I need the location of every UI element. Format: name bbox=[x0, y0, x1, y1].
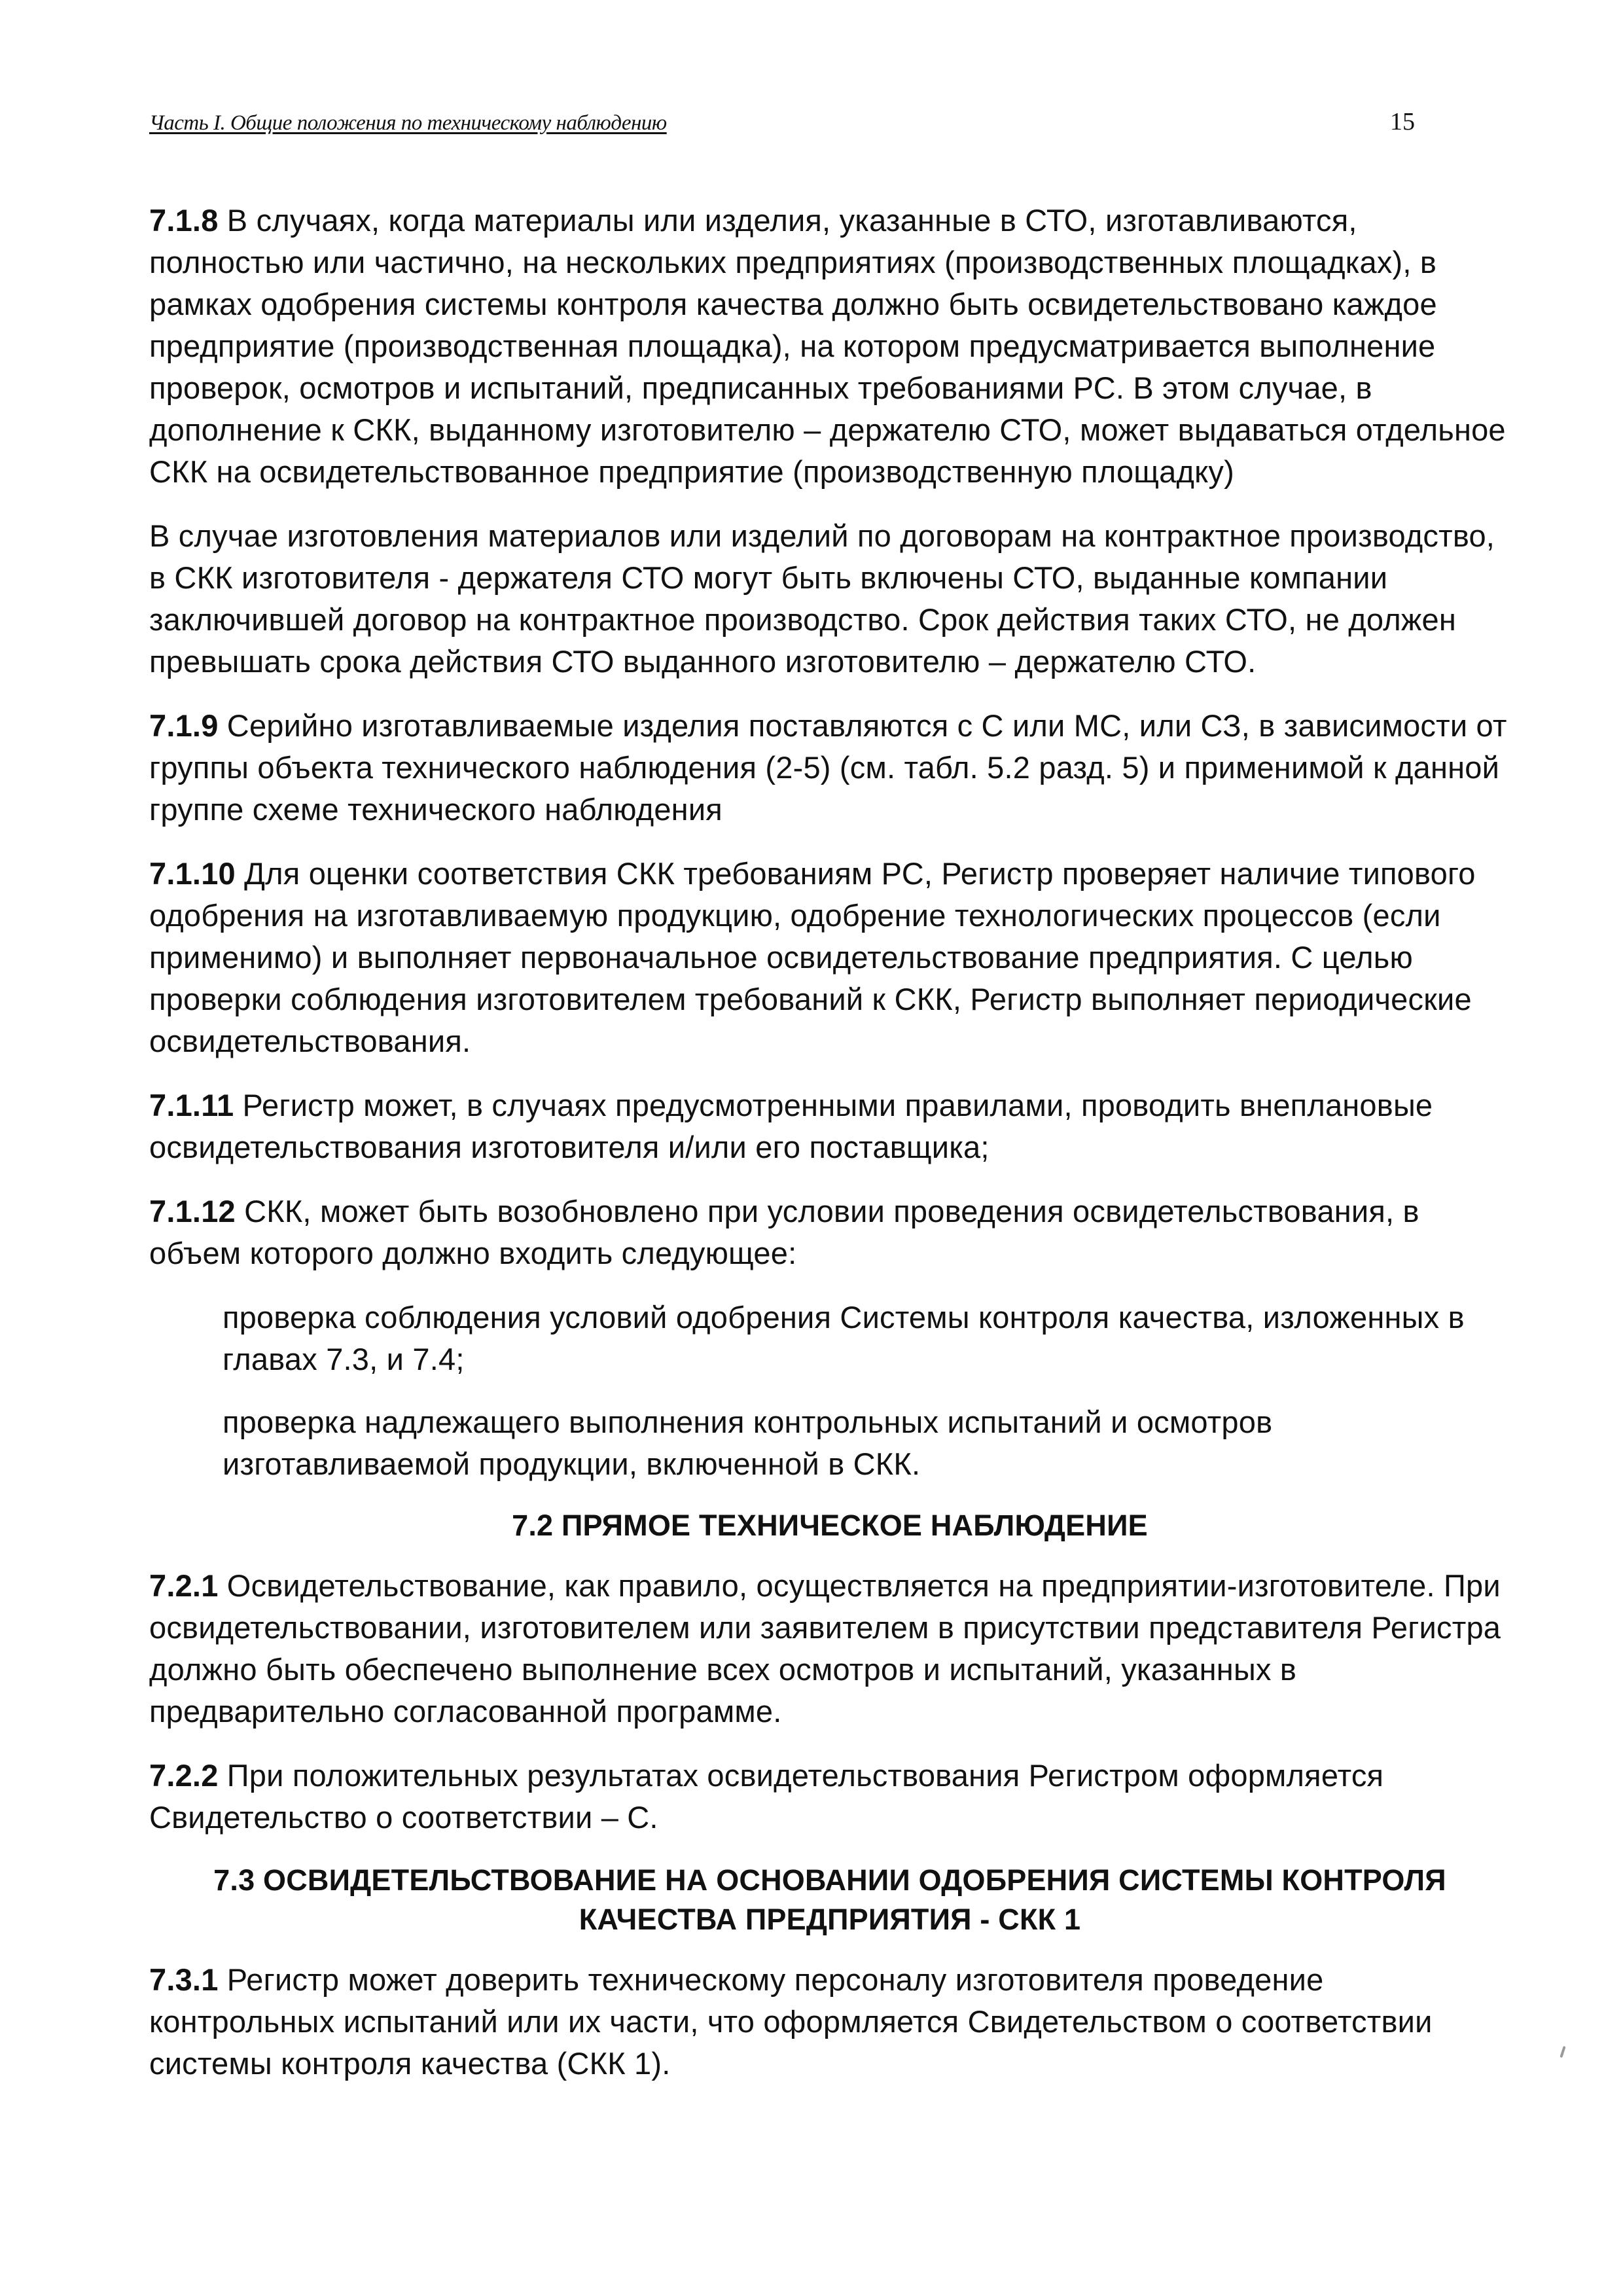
paragraph-7-1-12 bbox=[149, 1191, 1510, 1274]
running-title: Часть I. Общие положения по техническому наблюдению bbox=[149, 111, 667, 135]
paragraph-7-1-11 bbox=[149, 1085, 1510, 1168]
section-heading-7-3 bbox=[149, 1861, 1510, 1939]
clause-number: 7.3.1 bbox=[149, 1962, 219, 1997]
clause-text: Регистр может доверить техническому персоналу изготовителя проведение контрольных испытаний или их части, что оформляется Свидетельством о соответствии системы контроля качества (СКК 1). bbox=[149, 1962, 1433, 2081]
section-heading-7-2: 7.2 ПРЯМОЕ ТЕХНИЧЕСКОЕ НАБЛЮДЕНИЕ bbox=[512, 1509, 1148, 1542]
clause-text: Для оценки соответствия СКК требованиям РС, Регистр проверяет наличие типового одобрения на изготавливаемую продукцию, одобрение технологических процессов (если применимо) и выполняет первоначальное освидетельствование предприятия. С целью проверки соблюдения изготовителем требований к СКК, Регистр выполняет периодические освидетельствования. bbox=[149, 856, 1476, 1058]
list-item: проверка надлежащего выполнения контрольных испытаний и осмотров изготавливаемой продукции, включенной в СКК. bbox=[223, 1405, 1273, 1481]
clause-text: Серийно изготавливаемые изделия поставляются с С или МС, или СЗ, в зависимости от группы объекта технического наблюдения (2-5) (см. табл. 5.2 разд. 5) и применимой к данной группе схеме технического наблюдения bbox=[149, 708, 1507, 827]
clause-number: 7.1.11 bbox=[149, 1088, 234, 1122]
paragraph-7-3-1 bbox=[149, 1959, 1510, 2085]
page-number: 15 bbox=[1390, 108, 1415, 135]
paragraph-7-1-8 bbox=[149, 200, 1510, 493]
clause-number: 7.2.1 bbox=[149, 1568, 219, 1603]
clause-number: 7.2.2 bbox=[149, 1758, 219, 1793]
paragraph-7-1-8-continued: В случае изготовления материалов или изделий по договорам на контрактное производство, в СКК изготовителя - держателя СТО могут быть включены СТО, выданные компании заключившей договор на контрактное производство. Срок действия таких СТО, не должен превышать срока действия СТО выданного изготовителю – держателю СТО. bbox=[149, 518, 1495, 679]
paragraph-7-2-2 bbox=[149, 1755, 1510, 1839]
list-item: проверка соблюдения условий одобрения Системы контроля качества, изложенных в главах 7.3, и 7.4; bbox=[223, 1300, 1465, 1376]
clause-text: Освидетельствование, как правило, осуществляется на предприятии-изготовителе. При освидетельствовании, изготовителем или заявителем в присутствии представителя Регистра должно быть обеспечено выполнение всех осмотров и испытаний, указанных в предварительно согласованной программе. bbox=[149, 1568, 1501, 1729]
running-header bbox=[149, 103, 1471, 143]
clause-number: 7.1.9 bbox=[149, 708, 219, 743]
clause-number: 7.1.10 bbox=[149, 856, 236, 891]
clause-text: СКК, может быть возобновлено при условии проведения освидетельствования, в объем которого должно входить следующее: bbox=[149, 1194, 1419, 1270]
clause-text: В случаях, когда материалы или изделия, указанные в СТО, изготавливаются, полностью или частично, на нескольких предприятиях (производственных площадках), в рамках одобрения системы контроля качества должно быть освидетельствовано каждое предприятие (производственная площадка), на котором предусматривается выполнение проверок, осмотров и испытаний, предписанных требованиями РС. В этом случае, в дополнение к СКК, выданному изготовителю – держателю СТО, может выдаваться отдельное СКК на освидетельствованное предприятие (производственную площадку) bbox=[149, 203, 1506, 489]
section-heading-line: КАЧЕСТВА ПРЕДПРИЯТИЯ - СКК 1 bbox=[579, 1903, 1081, 1936]
clause-number: 7.1.8 bbox=[149, 203, 219, 238]
clause-number: 7.1.12 bbox=[149, 1194, 236, 1229]
document-body bbox=[149, 200, 1510, 2107]
clause-text: При положительных результатах освидетельствования Регистром оформляется Свидетельство о соответствии – С. bbox=[149, 1758, 1384, 1835]
paragraph-7-1-9 bbox=[149, 705, 1510, 831]
paragraph-7-2-1 bbox=[149, 1565, 1510, 1732]
scan-mark bbox=[1560, 2046, 1565, 2058]
paragraph-7-1-10 bbox=[149, 853, 1510, 1062]
section-heading-line: 7.3 ОСВИДЕТЕЛЬСТВОВАНИЕ НА ОСНОВАНИИ ОДОБРЕНИЯ СИСТЕМЫ КОНТРОЛЯ bbox=[213, 1863, 1446, 1897]
clause-text: Регистр может, в случаях предусмотренными правилами, проводить внеплановые освидетельствования изготовителя и/или его поставщика; bbox=[149, 1088, 1433, 1164]
